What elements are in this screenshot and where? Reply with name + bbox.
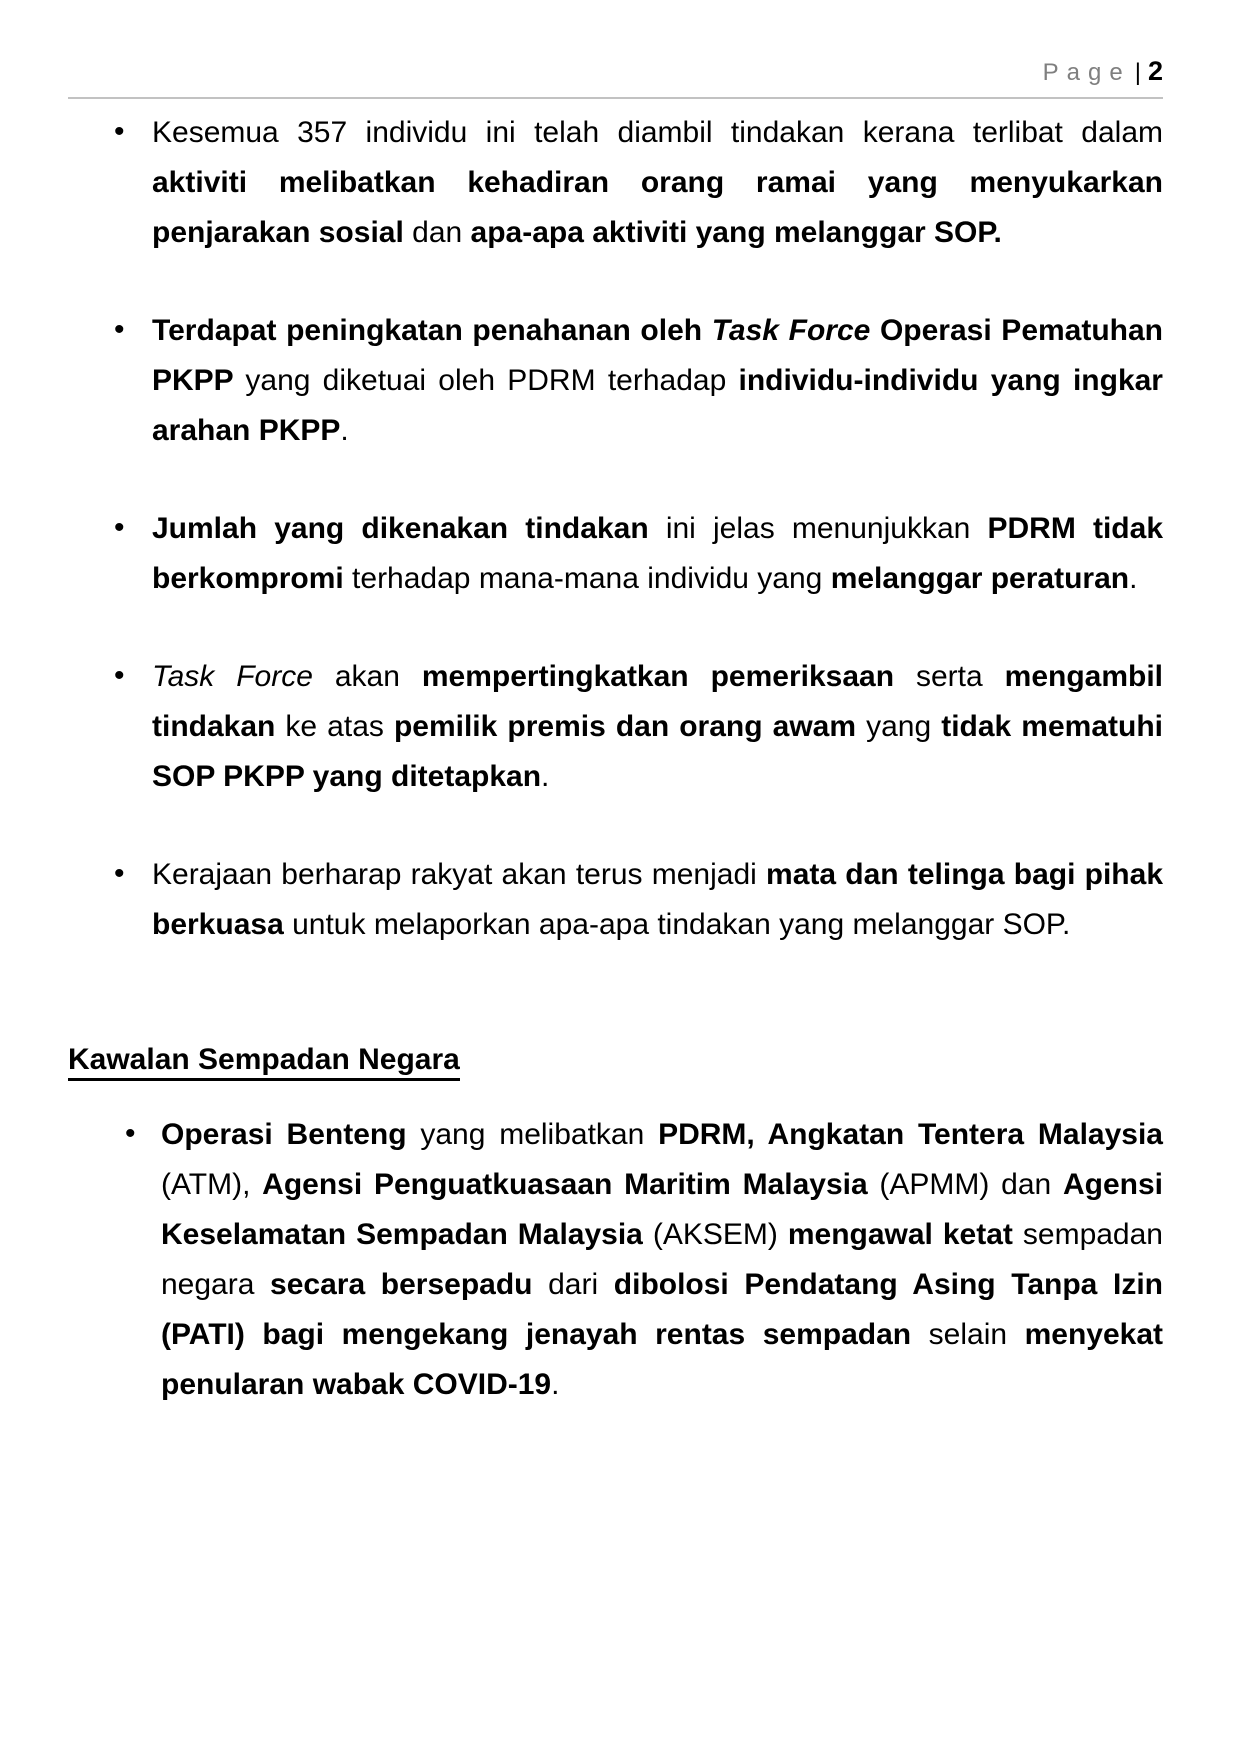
bullet-list-border-control <box>68 1110 1163 1410</box>
bullet-icon: • <box>114 511 125 544</box>
header-rule <box>68 97 1163 99</box>
page-label: Page <box>1042 59 1131 86</box>
bullet-icon: • <box>114 313 125 346</box>
list-item-text: Jumlah yang dikenakan tindakan ini jelas menunjukkan PDRM tidak berkompromi terhadap mana-mana individu yang melanggar peraturan. <box>152 512 1164 595</box>
section-heading <box>68 1035 1163 1085</box>
list-item <box>68 652 1163 802</box>
page-number: 2 <box>1147 56 1163 86</box>
list-item-text: Kesemua 357 individu ini telah diambil tindakan kerana terlibat dalam aktiviti melibatkan kehadiran orang ramai yang menyukarkan penjarakan sosial dan apa-apa aktiviti yang melanggar SOP. <box>152 116 1163 249</box>
list-item <box>68 306 1163 456</box>
bullet-icon: • <box>114 659 125 692</box>
bullet-icon: • <box>114 857 125 890</box>
section-heading-text: Kawalan Sempadan Negara <box>68 1043 460 1081</box>
list-item <box>68 504 1163 604</box>
list-item <box>68 1110 1163 1410</box>
list-item-text: Task Force akan mempertingkatkan pemeriksaan serta mengambil tindakan ke atas pemilik premis dan orang awam yang tidak mematuhi SOP PKPP yang ditetapkan. <box>152 660 1164 793</box>
bullet-list-intro <box>68 108 1163 950</box>
list-item <box>68 108 1163 258</box>
list-item-text: Operasi Benteng yang melibatkan PDRM, Angkatan Tentera Malaysia (ATM), Agensi Penguatkuasaan Maritim Malaysia (APMM) dan Agensi Keselamatan Sempadan Malaysia (AKSEM) mengawal ketat sempadan negara secara bersepadu dari dibolosi Pendatang Asing Tanpa Izin (PATI) bagi mengekang jenayah rentas sempadan selain menyekat penularan wabak COVID-19. <box>161 1118 1164 1401</box>
bullet-icon: • <box>125 1117 136 1150</box>
list-item-text: Kerajaan berharap rakyat akan terus menjadi mata dan telinga bagi pihak berkuasa untuk melaporkan apa-apa tindakan yang melanggar SOP. <box>152 858 1164 941</box>
list-item <box>68 850 1163 950</box>
page-header <box>68 56 1163 88</box>
page-separator: | <box>1134 59 1141 86</box>
list-item-text: Terdapat peningkatan penahanan oleh Task Force Operasi Pematuhan PKPP yang diketuai oleh PDRM terhadap individu-individu yang ingkar arahan PKPP. <box>152 314 1164 447</box>
bullet-icon: • <box>114 115 125 148</box>
